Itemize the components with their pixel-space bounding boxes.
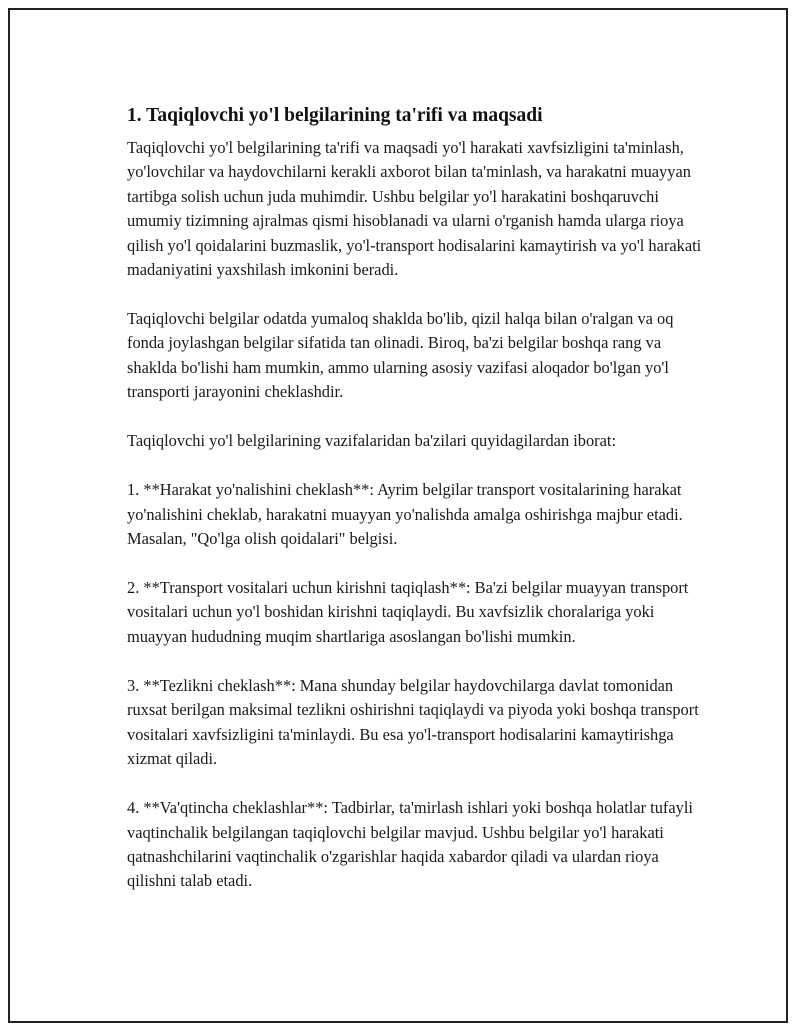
list-item-direction: 1. **Harakat yo'nalishini cheklash**: Ayrim belgilar transport vositalarining harakat yo'nalishini cheklab, harakatni muayyan yo'nalishda amalga oshirishga majbur etadi. Masalan, "Qo'lga olish qoidalari" belgisi. <box>127 480 683 549</box>
paragraph-appearance: Taqiqlovchi belgilar odatda yumaloq shaklda bo'lib, qizil halqa bilan o'ralgan va oq fonda joylashgan belgilar sifatida tan olinadi. Biroq, ba'zi belgilar boshqa rang va shaklda bo'lishi ham mumkin, ammo ularning asosiy vazifasi aloqador bo'lgan yo'l transporti jarayonini cheklashdir. <box>127 309 674 402</box>
paragraph-intro: Taqiqlovchi yo'l belgilarining ta'rifi va maqsadi yo'l harakati xavfsizligini ta'minlash, yo'lovchilar va haydovchilarni kerakli axborot bilan ta'minlash, va harakatni muayyan tartibga solish uchun juda muhimdir. Ushbu belgilar yo'l harakatini boshqaruvchi umumiy tizimning ajralmas qismi hisoblanadi va ularni o'rganish hamda ularga rioya qilish yo'l qoidalarini buzmaslik, yo'l-transport hodisalarini kamaytirish va yo'l harakati madaniyatini yaxshilash imkonini beradi. <box>127 138 702 280</box>
list-item-temporary: 4. **Va'qtincha cheklashlar**: Tadbirlar, ta'mirlash ishlari yoki boshqa holatlar tufayli vaqtinchalik belgilangan taqiqlovchi belgilar mavjud. Ushbu belgilar yo'l harakati qatnashchilarini vaqtinchalik o'zgarishlar haqida xabardor qiladi va ulardan rioya qilishni talab etadi. <box>127 798 693 891</box>
section-heading: 1. Taqiqlovchi yo'l belgilarining ta'rifi va maqsadi <box>127 105 543 126</box>
page-frame <box>8 8 788 1023</box>
document-body <box>127 102 702 918</box>
paragraph-functions-intro: Taqiqlovchi yo'l belgilarining vazifalaridan ba'zilari quyidagilardan iborat: <box>127 431 617 451</box>
list-item-speed-limit: 3. **Tezlikni cheklash**: Mana shunday belgilar haydovchilarga davlat tomonidan ruxsat berilgan maksimal tezlikni oshirishni taqiqlaydi va piyoda yoki boshqa transport vositalari xavfsizligini ta'minlaydi. Bu esa yo'l-transport hodisalarini kamaytirishga xizmat qiladi. <box>127 675 699 769</box>
list-item-entry-ban: 2. **Transport vositalari uchun kirishni taqiqlash**: Ba'zi belgilar muayyan transport vositalari uchun yo'l boshidan kirishni taqiqlaydi. Bu xavfsizlik choralariga yoki muayyan hududning muqim shartlariga asoslangan bo'lishi mumkin. <box>127 578 689 646</box>
